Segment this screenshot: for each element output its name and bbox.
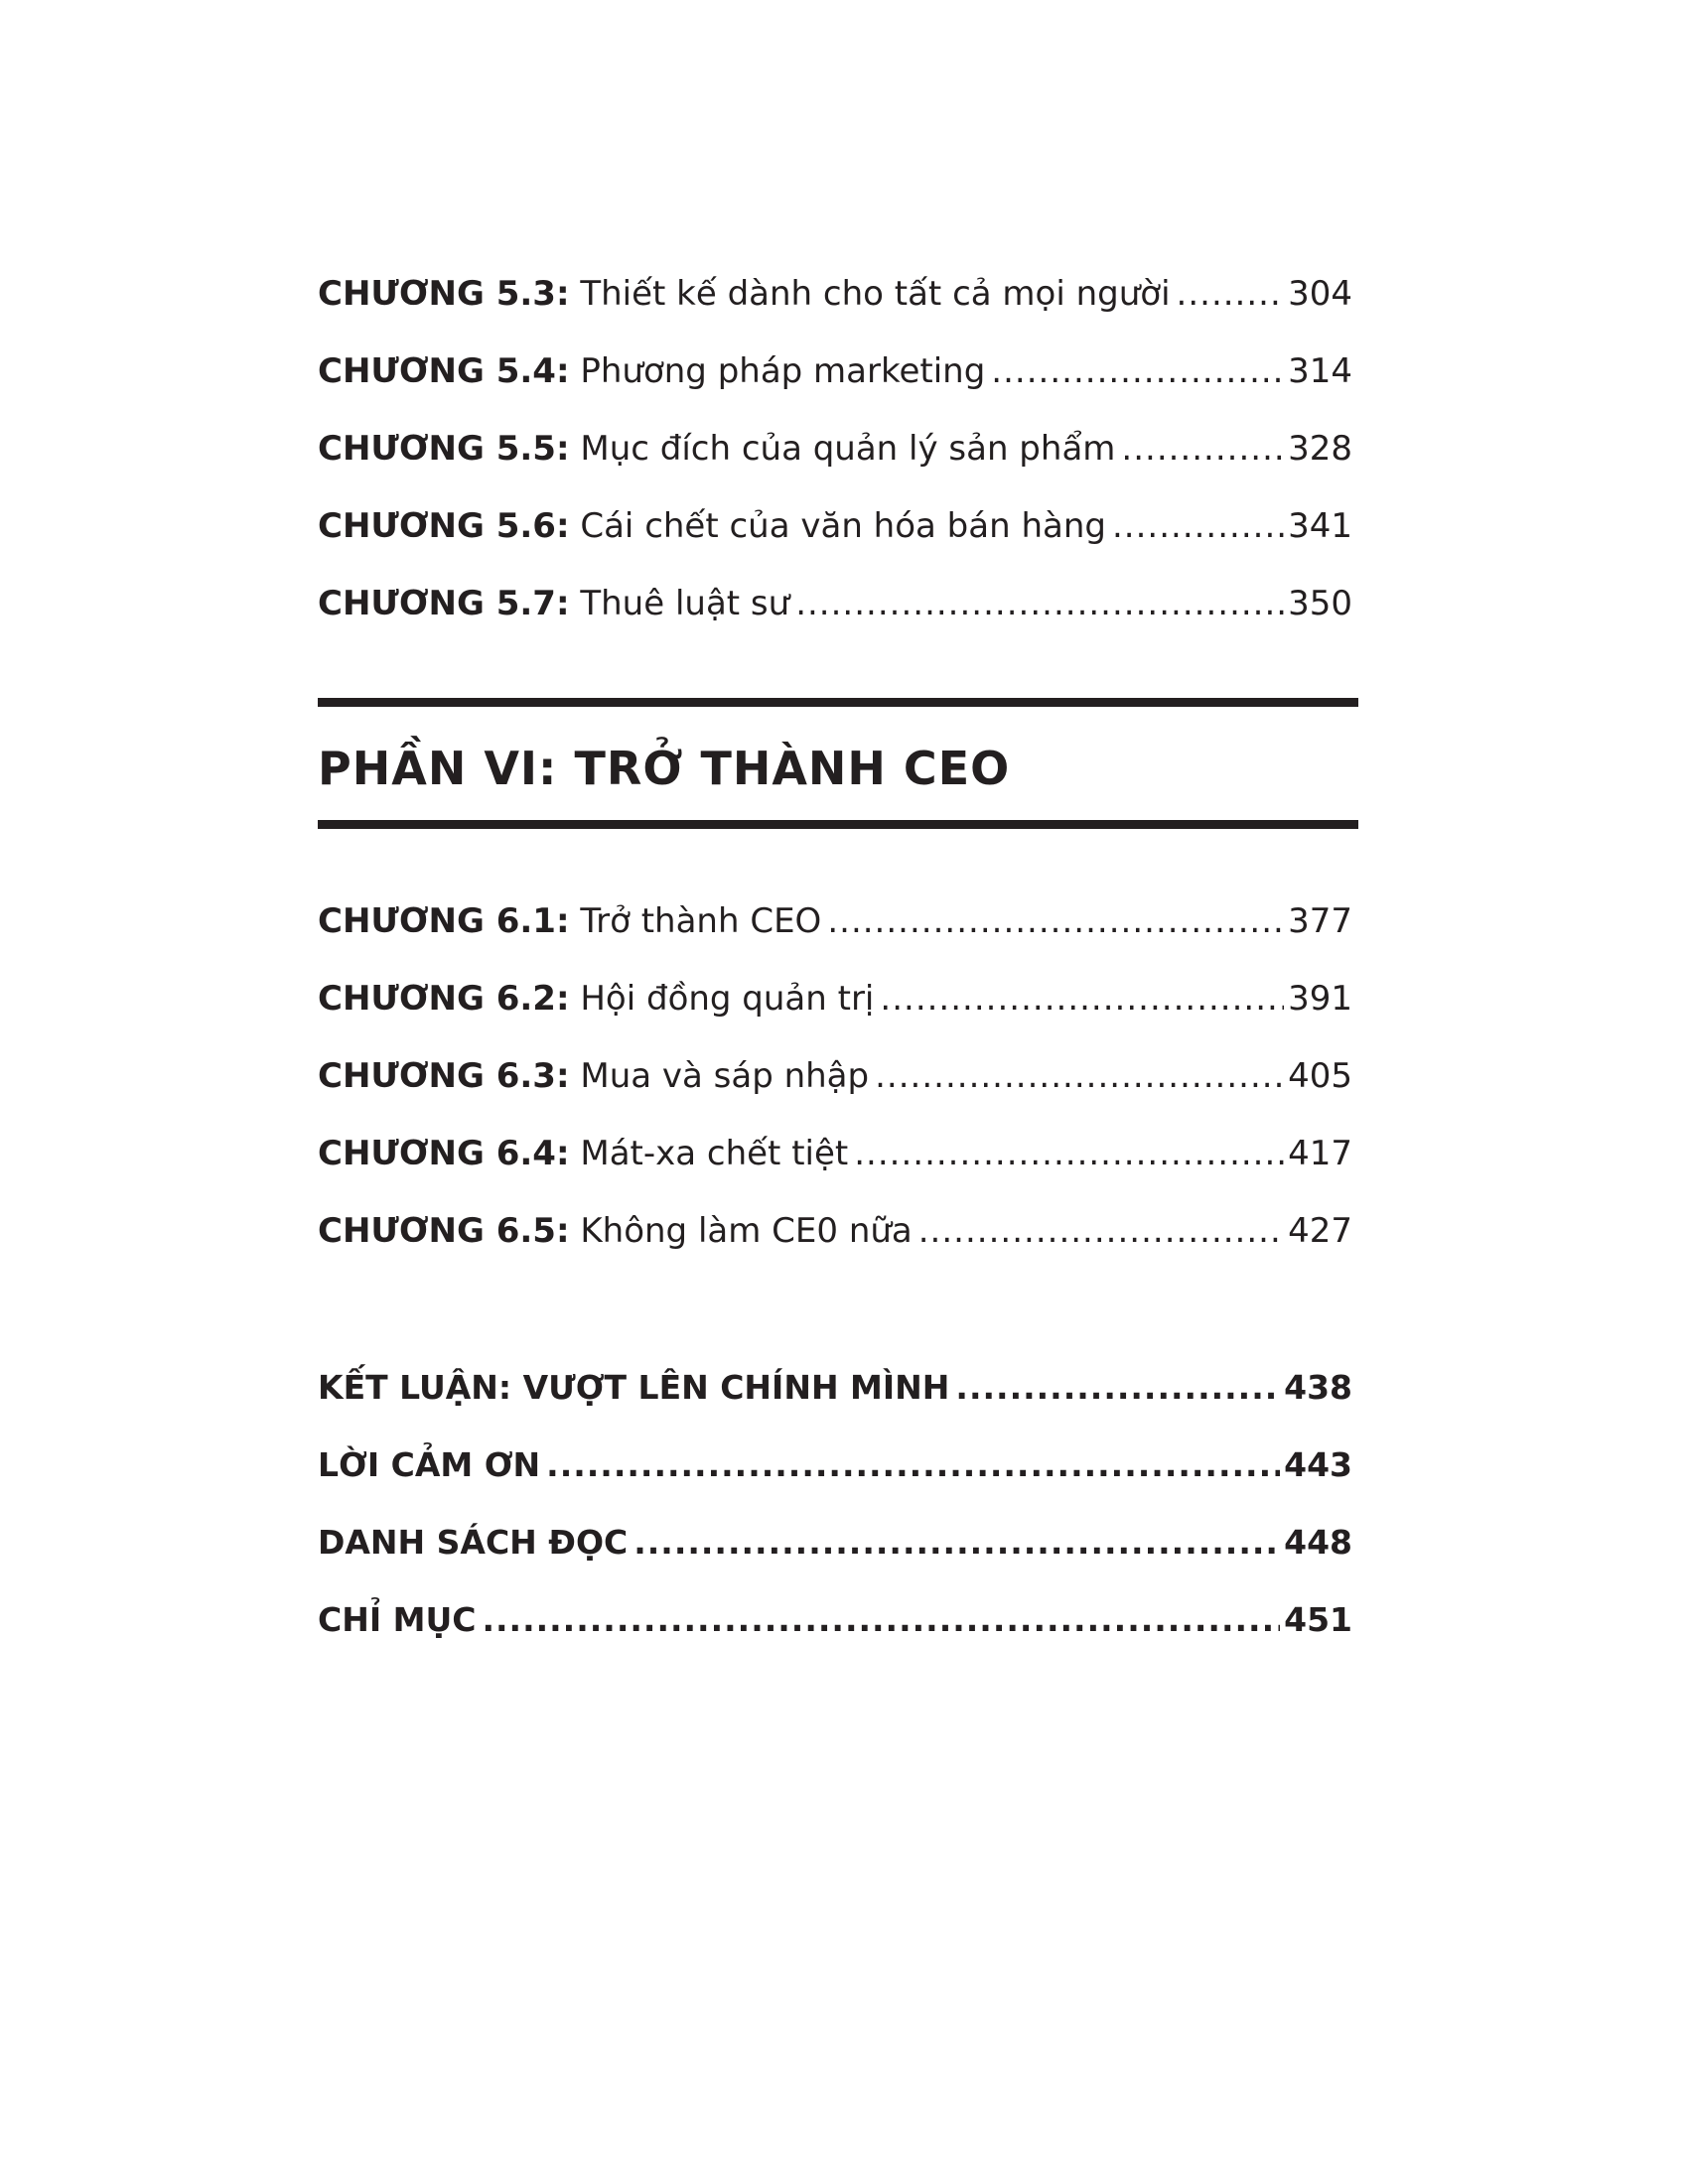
- dot-leader: [1121, 429, 1284, 469]
- dot-leader: [795, 584, 1284, 623]
- toc-entry-acknowledgements[interactable]: [318, 1445, 1352, 1485]
- toc-entry-reading-list[interactable]: [318, 1523, 1352, 1563]
- toc-entry-6-3[interactable]: [318, 1056, 1352, 1096]
- dot-leader: [827, 901, 1284, 941]
- toc-entry-6-2[interactable]: [318, 979, 1352, 1019]
- page-number: 314: [1288, 351, 1352, 391]
- chapter-title: Thuê luật sư: [580, 584, 790, 623]
- toc-back-matter: [318, 1368, 1352, 1678]
- chapter-number: CHƯƠNG 5.3:: [318, 274, 570, 314]
- toc-entry-5-6[interactable]: [318, 506, 1352, 546]
- section-title: CHỈ MỤC: [318, 1600, 477, 1639]
- dot-leader: [880, 979, 1284, 1019]
- page-number: 417: [1288, 1134, 1352, 1173]
- page-number: 304: [1288, 274, 1352, 314]
- toc-entry-conclusion[interactable]: [318, 1368, 1352, 1408]
- toc-entry-6-4[interactable]: [318, 1134, 1352, 1173]
- dot-leader: [955, 1368, 1280, 1408]
- toc-entry-5-3[interactable]: [318, 274, 1352, 314]
- dot-leader: [1177, 274, 1285, 314]
- page-number: 377: [1288, 901, 1352, 941]
- page-number: 451: [1284, 1600, 1352, 1639]
- page-number: 391: [1288, 979, 1352, 1019]
- page-number: 448: [1284, 1523, 1352, 1562]
- chapter-number: CHƯƠNG 5.4:: [318, 351, 570, 391]
- chapter-title: Trở thành CEO: [580, 901, 822, 941]
- chapter-number: CHƯƠNG 6.2:: [318, 979, 570, 1019]
- chapter-number: CHƯƠNG 6.5:: [318, 1211, 570, 1251]
- chapter-title: Hội đồng quản trị: [580, 979, 875, 1019]
- chapter-title: Không làm CE0 nữa: [580, 1211, 913, 1251]
- dot-leader: [482, 1600, 1280, 1640]
- dot-leader: [1112, 506, 1284, 546]
- dot-leader: [918, 1211, 1284, 1251]
- chapter-title: Mục đích của quản lý sản phẩm: [580, 429, 1116, 469]
- section-title: DANH SÁCH ĐỌC: [318, 1523, 629, 1562]
- dot-leader: [546, 1445, 1280, 1485]
- chapter-number: CHƯƠNG 6.4:: [318, 1134, 570, 1173]
- page-number: 427: [1288, 1211, 1352, 1251]
- chapter-title: Mát-xa chết tiệt: [580, 1134, 849, 1173]
- chapter-title: Thiết kế dành cho tất cả mọi người: [580, 274, 1171, 314]
- part-heading: PHẦN VI: TRỞ THÀNH CEO: [318, 742, 1011, 795]
- toc-entry-6-1[interactable]: [318, 901, 1352, 941]
- page-number: 443: [1284, 1445, 1352, 1484]
- dot-leader: [875, 1056, 1284, 1096]
- chapter-title: Phương pháp marketing: [580, 351, 986, 391]
- toc-part6-chapters: [318, 901, 1352, 1289]
- section-rule-top: [318, 698, 1358, 707]
- chapter-number: CHƯƠNG 6.1:: [318, 901, 570, 941]
- page-number: 341: [1288, 506, 1352, 546]
- toc-entry-index[interactable]: [318, 1600, 1352, 1640]
- toc-part5-chapters: [318, 274, 1352, 661]
- section-title: KẾT LUẬN: VƯỢT LÊN CHÍNH MÌNH: [318, 1368, 950, 1407]
- dot-leader: [854, 1134, 1284, 1173]
- toc-entry-5-4[interactable]: [318, 351, 1352, 391]
- chapter-number: CHƯƠNG 5.6:: [318, 506, 570, 546]
- toc-entry-6-5[interactable]: [318, 1211, 1352, 1251]
- page-number: 405: [1288, 1056, 1352, 1096]
- chapter-title: Cái chết của văn hóa bán hàng: [580, 506, 1106, 546]
- dot-leader: [633, 1523, 1280, 1563]
- toc-entry-5-5[interactable]: [318, 429, 1352, 469]
- dot-leader: [991, 351, 1284, 391]
- page-number: 438: [1284, 1368, 1352, 1407]
- chapter-number: CHƯƠNG 5.7:: [318, 584, 570, 623]
- section-rule-bottom: [318, 820, 1358, 829]
- chapter-number: CHƯƠNG 5.5:: [318, 429, 570, 469]
- page-number: 328: [1288, 429, 1352, 469]
- page-number: 350: [1288, 584, 1352, 623]
- toc-entry-5-7[interactable]: [318, 584, 1352, 623]
- chapter-number: CHƯƠNG 6.3:: [318, 1056, 570, 1096]
- section-title: LỜI CẢM ƠN: [318, 1445, 541, 1484]
- chapter-title: Mua và sáp nhập: [580, 1056, 870, 1096]
